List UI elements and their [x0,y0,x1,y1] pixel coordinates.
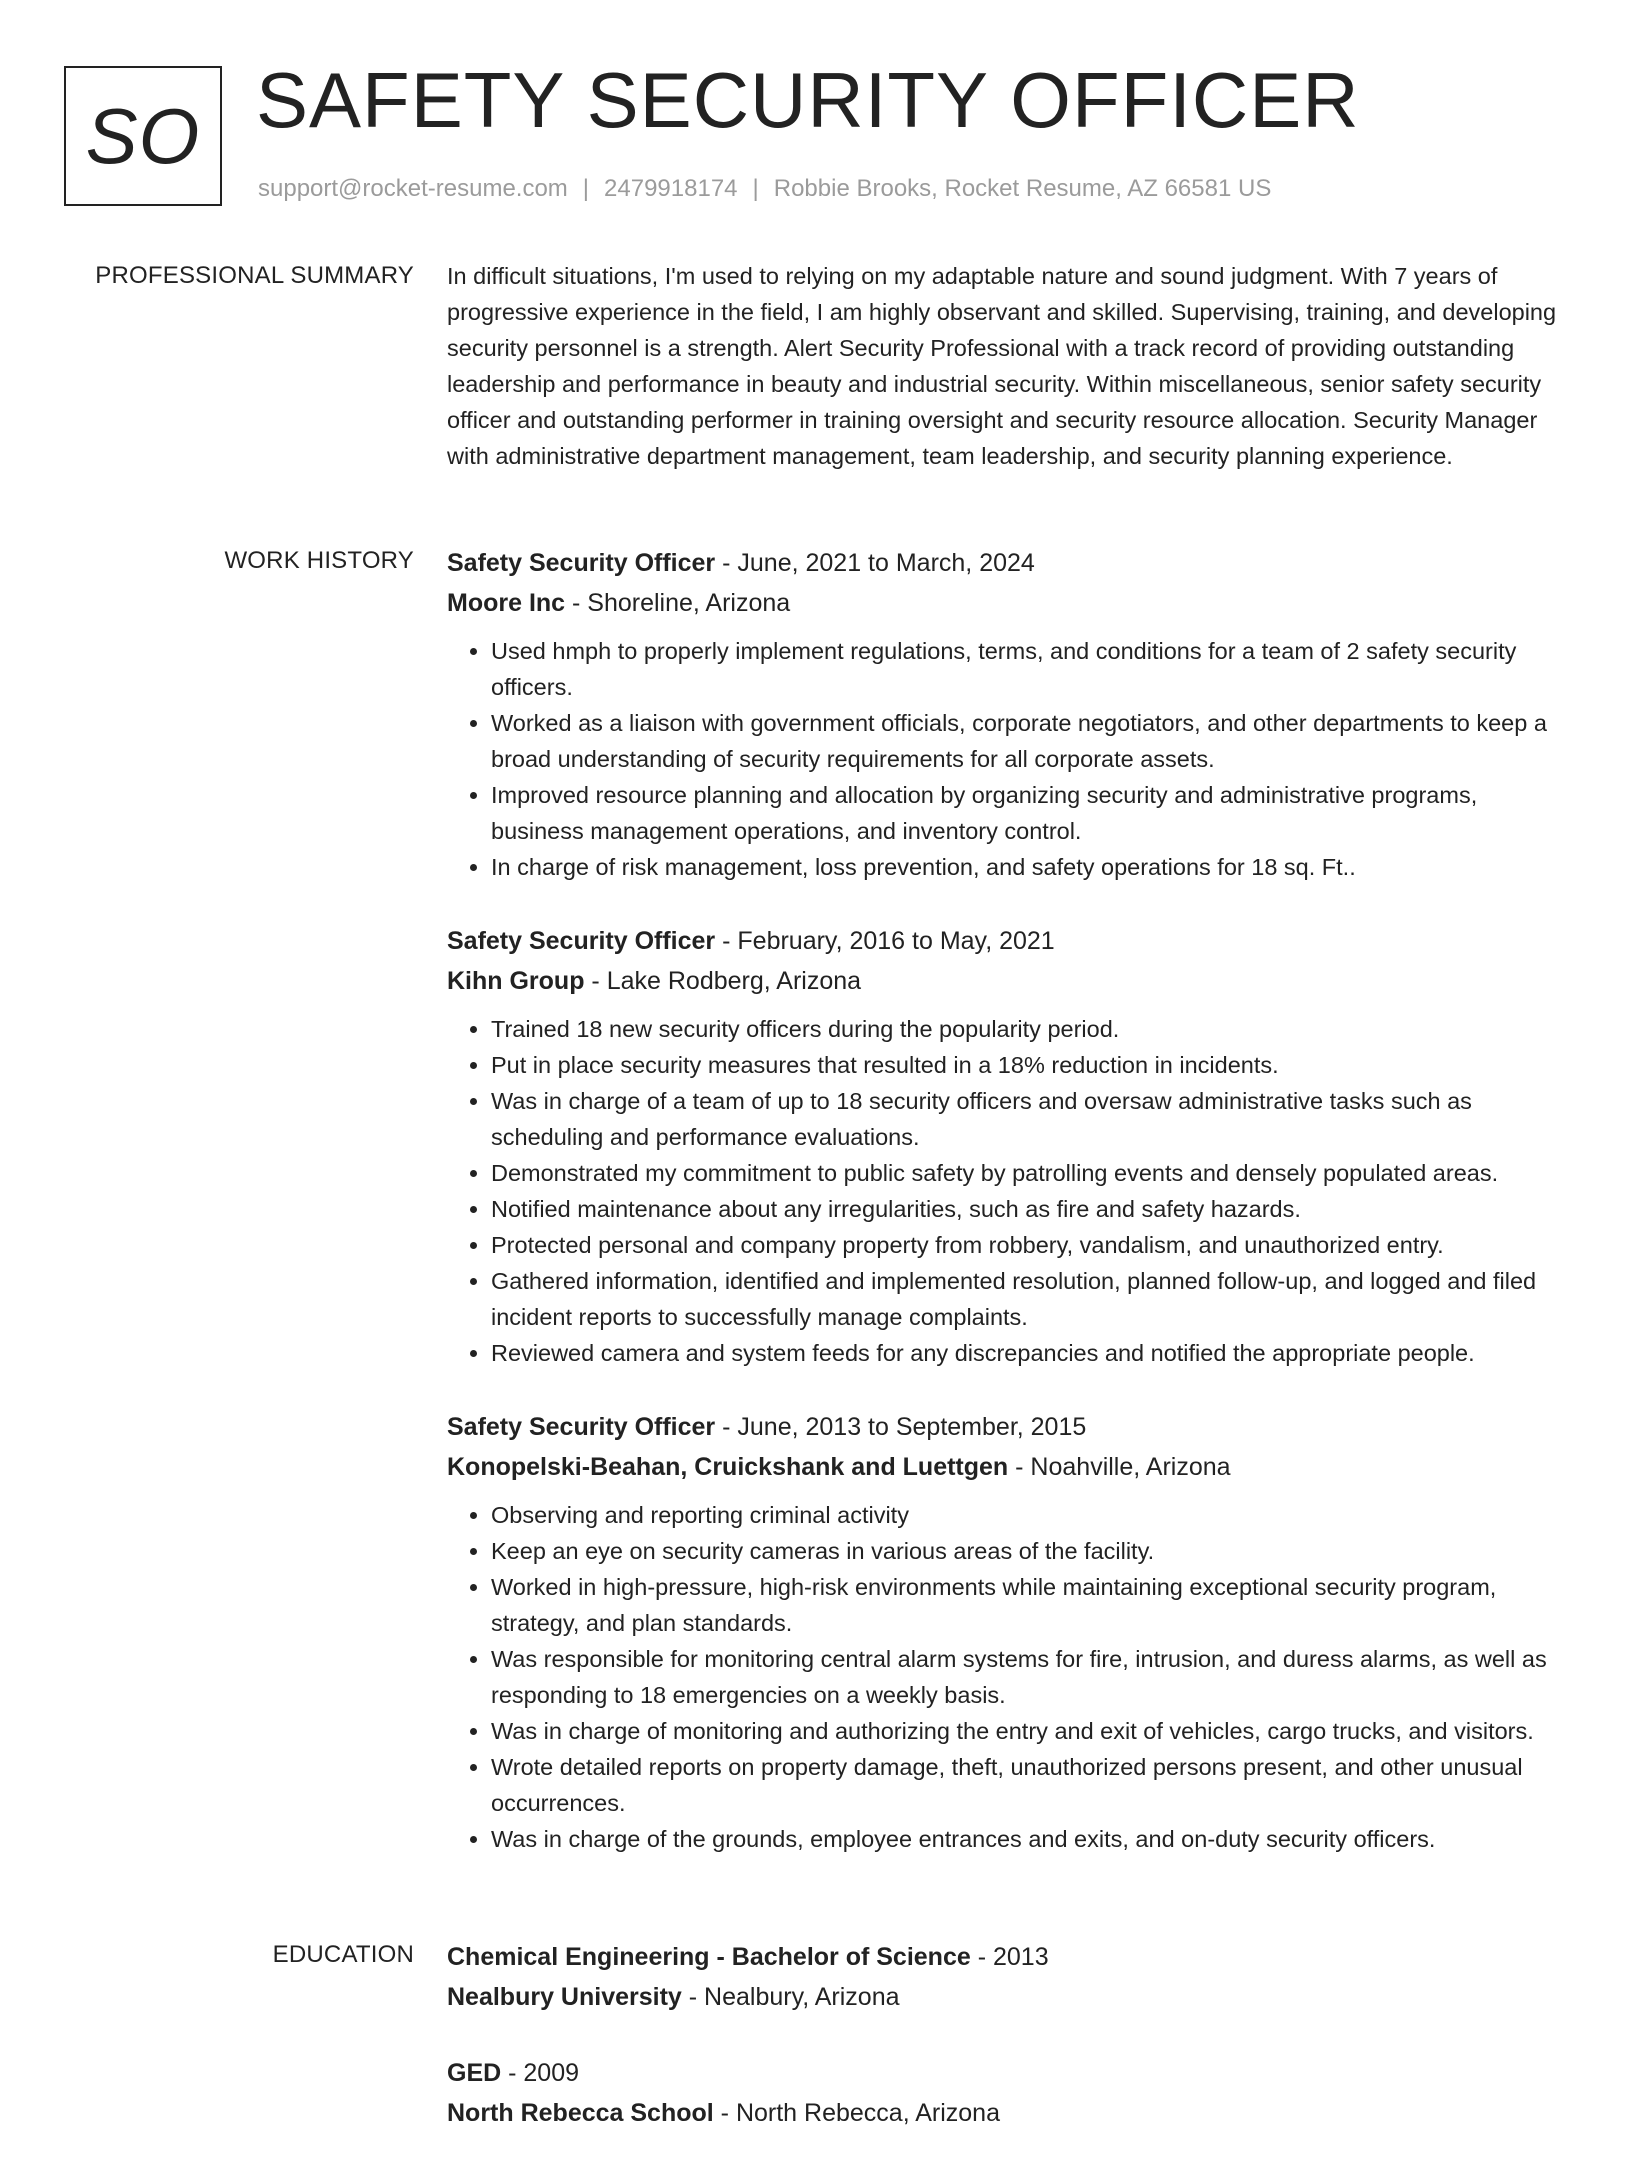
job-bullets [447,633,1565,885]
contact-address: Robbie Brooks, Rocket Resume, AZ 66581 US [773,175,1272,202]
job-bullet: • Observing and reporting criminal activity [491,1497,1565,1533]
contact-email: support@rocket-resume.com [258,175,568,202]
job-bullet: • Was in charge of monitoring and authorizing the entry and exit of vehicles, cargo trucks, and visitors. [491,1713,1565,1749]
job-location: - Lake Rodberg, Arizona [584,967,862,995]
job-company: Konopelski-Beahan, Cruickshank and Luettgen [447,1453,1009,1481]
resume-title: SAFETY SECURITY OFFICER [256,56,1360,144]
job-title-line [447,921,1565,961]
education-entry [447,2053,1565,2133]
degree-name: GED [447,2059,502,2087]
job-entry [447,543,1565,885]
job-bullet: • Reviewed camera and system feeds for any discrepancies and notified the appropriate people. [491,1335,1565,1371]
degree-year: - 2009 [501,2059,580,2087]
degree-year: - 2013 [970,1943,1049,1971]
job-dates: - June, 2013 to September, 2015 [715,1413,1087,1441]
job-company-line [447,961,1565,1001]
school-name: Nealbury University [447,1983,682,2011]
job-dates: - February, 2016 to May, 2021 [715,927,1055,955]
job-bullet: • Trained 18 new security officers during the popularity period. [491,1011,1565,1047]
school-name: North Rebecca School [447,2099,714,2127]
summary-text: In difficult situations, I'm used to relying on my adaptable nature and sound judgment. With 7 years of progressive experience in the field, I am highly observant and skilled. Supervising, training, and developing security personnel is a strength. Alert Security Professional with a track record of providing outstanding leadership and performance in beauty and industrial security. Within miscellaneous, senior safety security officer and outstanding performer in training oversight and security resource allocation. Security Manager with administrative department management, team leadership, and security planning experience. [447,263,1557,469]
contact-line [258,175,1271,203]
job-company: Moore Inc [447,589,566,617]
degree-name: Chemical Engineering - Bachelor of Science [447,1943,971,1971]
job-bullet: • Was in charge of the grounds, employee entrances and exits, and on-duty security officers. [491,1821,1565,1857]
job-bullet: • Worked in high-pressure, high-risk environments while maintaining exceptional security program, strategy, and plan standards. [491,1569,1565,1641]
education-entry [447,1937,1565,2017]
school-location: - North Rebecca, Arizona [713,2099,1000,2127]
degree-line [447,2053,1565,2093]
job-entry [447,1407,1565,1857]
school-line [447,2093,1565,2133]
job-bullet: • Gathered information, identified and implemented resolution, planned follow-up, and logged and filed incident reports to successfully manage complaints. [491,1263,1565,1335]
school-location: - Nealbury, Arizona [681,1983,900,2011]
job-title-line [447,543,1565,583]
job-location: - Noahville, Arizona [1008,1453,1231,1481]
job-bullet: • Protected personal and company property from robbery, vandalism, and unauthorized entry. [491,1227,1565,1263]
job-company-line [447,1447,1565,1487]
job-title: Safety Security Officer [447,927,716,955]
summary-heading: PROFESSIONAL SUMMARY [95,262,414,289]
job-bullet: • Put in place security measures that resulted in a 18% reduction in incidents. [491,1047,1565,1083]
job-bullet: • Keep an eye on security cameras in various areas of the facility. [491,1533,1565,1569]
job-bullet: • Was responsible for monitoring central alarm systems for fire, intrusion, and duress alarms, as well as responding to 18 emergencies on a weekly basis. [491,1641,1565,1713]
education-heading: EDUCATION [272,1941,414,1968]
monogram-badge: SO [64,66,222,206]
degree-line [447,1937,1565,1977]
job-bullet: • Worked as a liaison with government officials, corporate negotiators, and other departments to keep a broad understanding of security requirements for all corporate assets. [491,705,1565,777]
job-bullet: • In charge of risk management, loss prevention, and safety operations for 18 sq. Ft.. [491,849,1565,885]
job-bullet: • Improved resource planning and allocation by organizing security and administrative programs, business management operations, and inventory control. [491,777,1565,849]
contact-separator: | [582,175,590,202]
job-title: Safety Security Officer [447,549,716,577]
job-bullets [447,1497,1565,1857]
work-history-heading: WORK HISTORY [224,547,414,574]
job-company-line [447,583,1565,623]
job-entry [447,921,1565,1371]
job-bullet: • Was in charge of a team of up to 18 security officers and oversaw administrative tasks such as scheduling and performance evaluations. [491,1083,1565,1155]
job-bullet: • Notified maintenance about any irregularities, such as fire and safety hazards. [491,1191,1565,1227]
job-bullets [447,1011,1565,1371]
job-title: Safety Security Officer [447,1413,716,1441]
job-bullet: • Wrote detailed reports on property damage, theft, unauthorized persons present, and other unusual occurrences. [491,1749,1565,1821]
job-bullet: • Used hmph to properly implement regulations, terms, and conditions for a team of 2 safety security officers. [491,633,1565,705]
contact-separator: | [752,175,759,202]
contact-phone: 2479918174 [604,175,738,202]
school-line [447,1977,1565,2017]
job-bullet: • Demonstrated my commitment to public safety by patrolling events and densely populated areas. [491,1155,1565,1191]
job-company: Kihn Group [447,967,585,995]
job-dates: - June, 2021 to March, 2024 [715,549,1035,577]
job-location: - Shoreline, Arizona [565,589,791,617]
job-title-line [447,1407,1565,1447]
